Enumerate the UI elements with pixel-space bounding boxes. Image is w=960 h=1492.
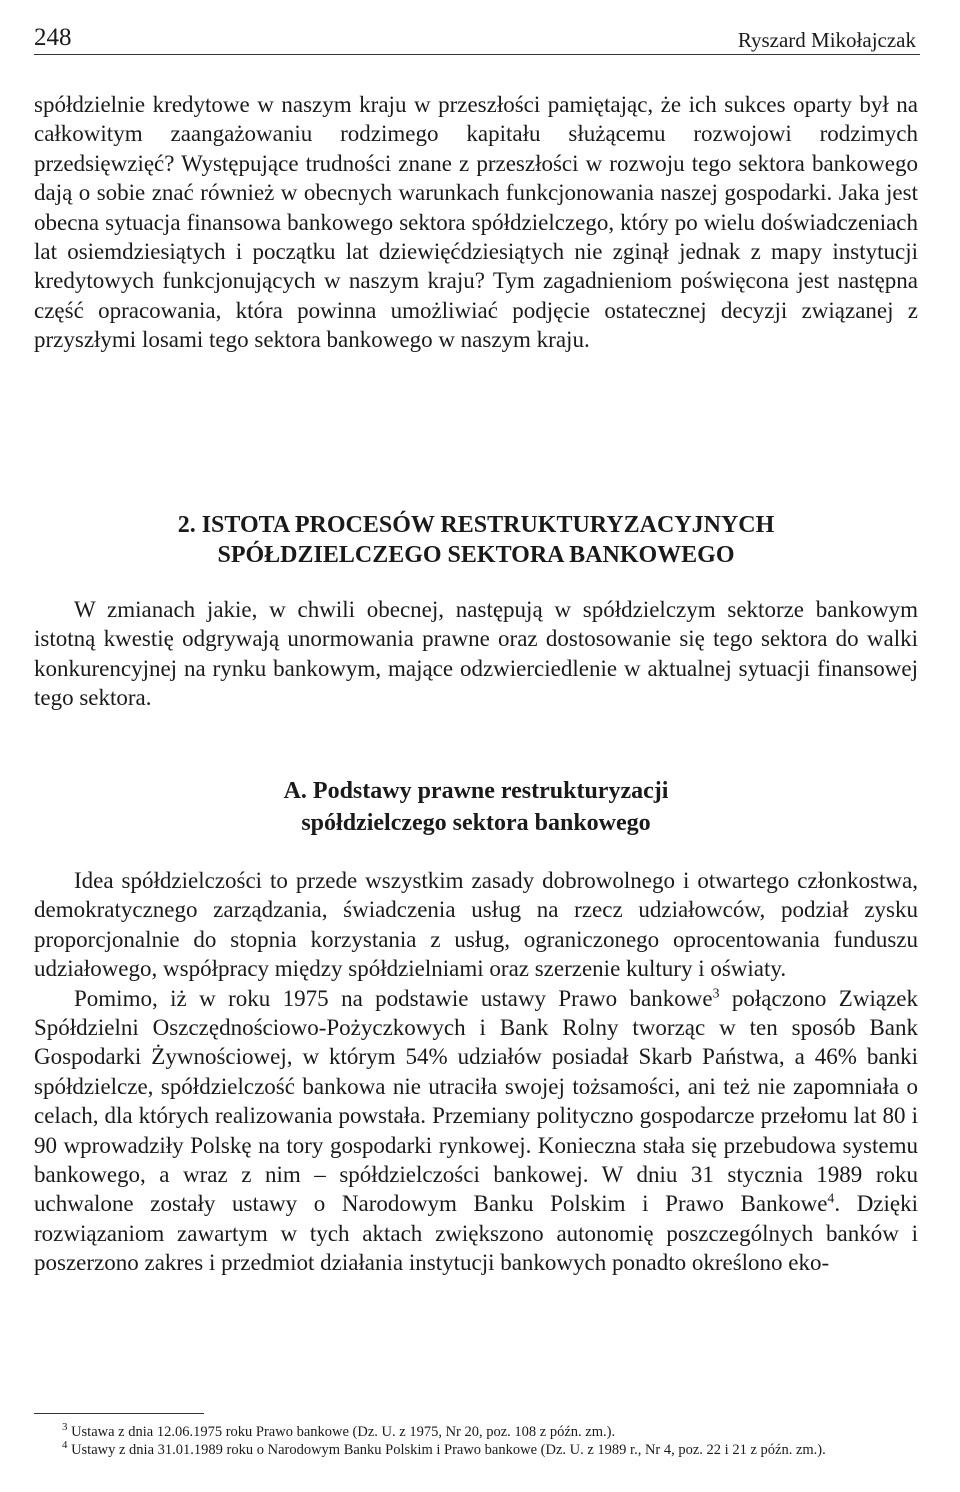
section-2-intro [34,595,918,713]
footnotes [34,1421,918,1459]
footnote-text: Ustawa z dnia 12.06.1975 roku Prawo bankowe (Dz. U. z 1975, Nr 20, poz. 108 z późn. zm.). [67,1424,616,1440]
running-head-author: Ryszard Mikołajczak [737,28,916,52]
footnote-separator [34,1413,204,1414]
footnote-reference[interactable]: 4 [827,1190,835,1206]
footnote-text: Ustawy z dnia 31.01.1989 roku o Narodowym Banku Polskim i Prawo bankowe (Dz. U. z 1989 r., Nr 4, poz. 22 i 21 z późn. zm.). [67,1441,826,1458]
section-heading-line: SPÓŁDZIELCZEGO SEKTORA BANKOWEGO [217,542,735,568]
paragraph: Idea spółdzielczości to przede wszystkim zasady dobrowolnego i otwartego członkostwa, demokratycznego zarządzania, świadczenia usług na rzecz udziałowców, podział zysku proporcjonalnie do stopnia korzystania z usług, ograniczonego oprocentowania funduszu udziałowego, współpracy między spółdzielniami oraz szerzenie kultury i oświaty. [34,868,918,982]
subsection-a-body [34,866,918,1278]
paragraph-text: połączono Związek Spółdzielni Oszczędnościowo-Pożyczkowych i Bank Rolny tworząc w ten sposób Bank Gospodarki Żywnościowej, w którym 54% udziałów posiadał Skarb Państwa, a 46% banki spółdzielcze, spółdzielczość bankowa nie utraciła swojej tożsamości, ani też nie zapomniała o celach, dla których realizowania powstała. Przemiany polityczno gospodarcze przełomu lat 80 i 90 wprowadziły Polskę na tory gospodarki rynkowej. Konieczna stała się przebudowa systemu bankowego, a wraz z nim – spółdzielczości bankowej. W dniu 31 stycznia 1989 roku uchwalone zostały ustawy o Narodowym Banku Polskim i Prawo Bankowe [34,985,918,1217]
section-heading-line: 2. ISTOTA PROCESÓW RESTRUKTURYZACYJNYCH [177,512,775,538]
subsection-heading-line: spółdzielczego sektora bankowego [301,810,651,836]
section-1-continuation [34,90,918,355]
page-number: 248 [34,24,72,51]
footnote-reference[interactable]: 3 [712,984,720,1000]
section-heading [34,510,918,570]
paragraph: W zmianach jakie, w chwili obecnej, następują w spółdzielczym sektorze bankowym istotną kwestię odgrywają unormowania prawne oraz dostosowanie się tego sektora do walki konkurencyjnej na rynku bankowym, mające odzwierciedlenie w aktualnej sytuacji finansowej tego sektora. [34,597,918,711]
paragraph: spółdzielnie kredytowe w naszym kraju w przeszłości pamiętając, że ich sukces oparty był na całkowitym zaangażowaniu rodzimego kapitału służącemu rozwojowi rodzimych przedsięwzięć? Występujące trudności znane z przeszłości w rozwoju tego sektora bankowego dają o sobie znać również w obecnych warunkach funkcjonowania naszej gospodarki. Jaka jest obecna sytuacja finansowa bankowego sektora spółdzielczego, który po wielu doświadczeniach lat osiemdziesiątych i początku lat dziewięćdziesiątych nie zginął jednak z mapy instytucji kredytowych funkcjonujących w naszym kraju? Tym zagadnieniom poświęcona jest następna część opracowania, która powinna umożliwiać podjęcie ostatecznej decyzji związanej z przyszłymi losami tego sektora bankowego w naszym kraju. [34,92,918,353]
paragraph-text: . Dzięki rozwiązaniom zawartym w tych aktach zwiększono autonomię poszczególnych banków i poszerzono zakres i przedmiot działania instytucji bankowych ponadto określono eko- [34,1191,918,1276]
footnote-mark: 3 [62,1421,68,1434]
paragraph [34,984,918,1278]
footnote-mark: 4 [62,1438,68,1451]
subsection-heading-line: A. Podstawy prawne restrukturyzacji [283,778,669,804]
footnote [34,1421,918,1442]
subsection-heading [34,775,918,839]
footnote [34,1438,918,1460]
paragraph-text: Pomimo, iż w roku 1975 na podstawie ustawy Prawo bankowe [74,985,713,1011]
page-header [34,24,920,55]
